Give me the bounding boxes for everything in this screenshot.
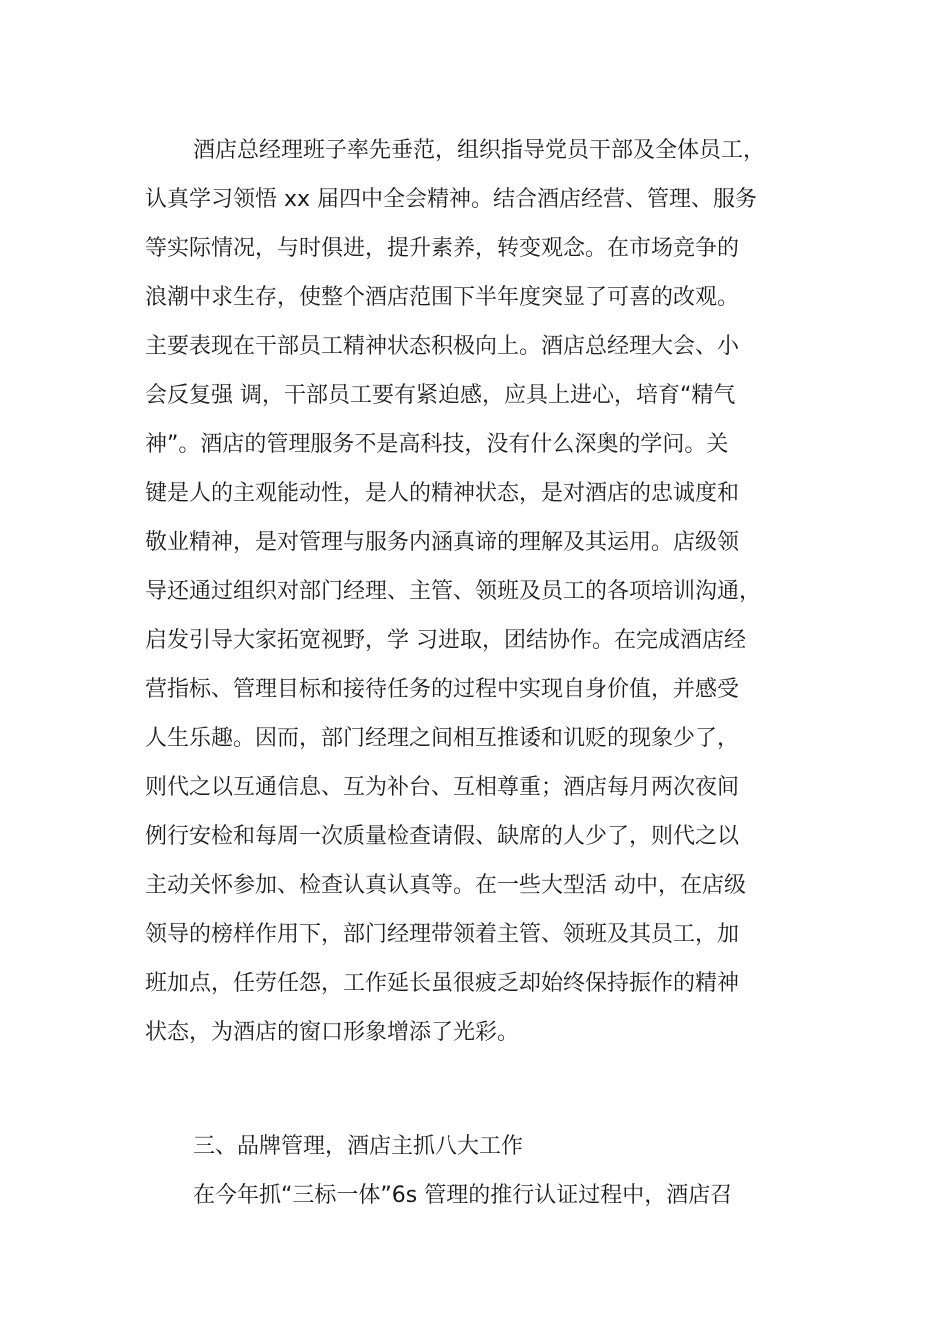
paragraph-line: 等实际情况，与时俱进，提升素养，转变观念。在市场竞争的 bbox=[145, 236, 740, 261]
body-text-paragraph-1 bbox=[145, 138, 815, 1058]
paragraph-line: 营指标、管理目标和接待任务的过程中实现自身价值，并感受 bbox=[145, 677, 740, 702]
section-heading-3 bbox=[145, 1134, 815, 1164]
paragraph-line: 神”。酒店的管理服务不是高科技，没有什么深奥的学问。关 bbox=[145, 432, 729, 457]
paragraph-line: 敬业精神，是对管理与服务内涵真谛的理解及其运用。店级领 bbox=[145, 530, 740, 555]
paragraph-line: 主动关怀参加、检查认真认真等。在一些大型活 动中，在店级 bbox=[145, 873, 746, 898]
paragraph-line: 人生乐趣。因而，部门经理之间相互推诿和讥贬的现象少了， bbox=[145, 726, 740, 751]
paragraph-line: 酒店总经理班子率先垂范，组织指导党员干部及全体员工， bbox=[193, 138, 766, 163]
paragraph-line: 班加点，任劳任怨，工作延长虽很疲乏却始终保持振作的精神 bbox=[145, 971, 740, 996]
body-text-paragraph-2 bbox=[145, 1183, 815, 1213]
paragraph-line: 在今年抓“三标一体”6s 管理的推行认证过程中，酒店召 bbox=[193, 1183, 733, 1208]
paragraph-line: 启发引导大家拓宽视野，学 习进取，团结协作。在完成酒店经 bbox=[145, 628, 746, 653]
paragraph-line: 状态，为酒店的窗口形象增添了光彩。 bbox=[145, 1020, 520, 1045]
section-heading-text: 三、品牌管理，酒店主抓八大工作 bbox=[193, 1134, 524, 1159]
paragraph-line: 导还通过组织对部门经理、主管、领班及员工的各项培训沟通， bbox=[145, 579, 762, 604]
paragraph-line: 键是人的主观能动性，是人的精神状态，是对酒店的忠诚度和 bbox=[145, 481, 740, 506]
paragraph-line: 主要表现在干部员工精神状态积极向上。酒店总经理大会、小 bbox=[145, 334, 740, 359]
paragraph-line: 例行安检和每周一次质量检查请假、缺席的人少了，则代之以 bbox=[145, 824, 740, 849]
paragraph-line: 浪潮中求生存，使整个酒店范围下半年度突显了可喜的改观。 bbox=[145, 285, 740, 310]
paragraph-line: 则代之以互通信息、互为补台、互相尊重；酒店每月两次夜间 bbox=[145, 775, 740, 800]
paragraph-line: 会反复强 调，干部员工要有紧迫感，应具上进心，培育“精气 bbox=[145, 383, 736, 408]
paragraph-line: 认真学习领悟 xx 届四中全会精神。结合酒店经营、管理、服务 bbox=[145, 187, 758, 212]
paragraph-line: 领导的榜样作用下，部门经理带领着主管、领班及其员工，加 bbox=[145, 922, 740, 947]
